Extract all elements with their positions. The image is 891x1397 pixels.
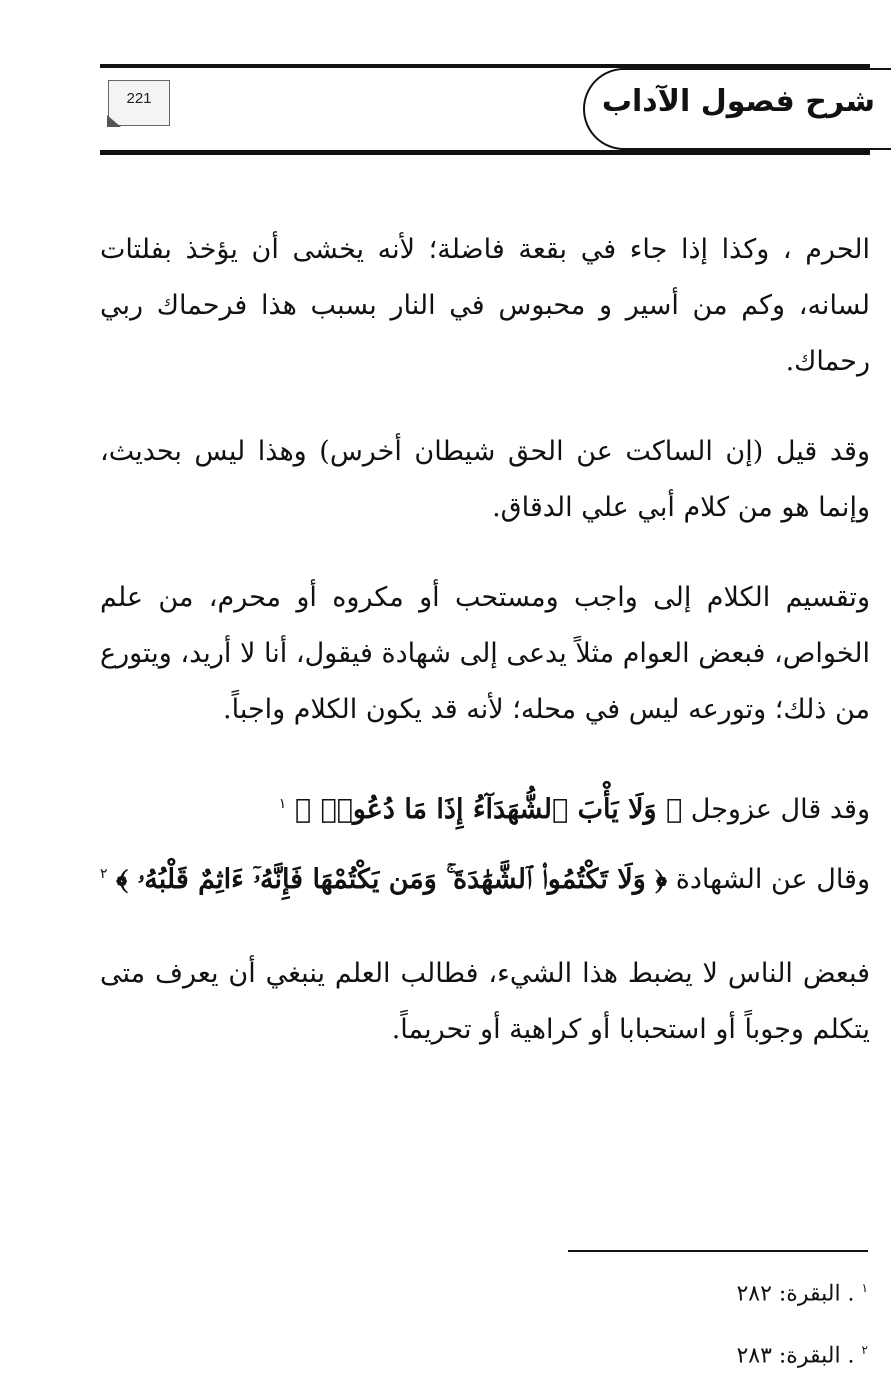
footnote-text: . البقرة: ٢٨٣	[736, 1343, 855, 1369]
footnote-ref: ١	[278, 796, 287, 812]
page-body	[100, 222, 870, 1058]
footnote-ref: ٢	[100, 866, 108, 882]
page-fold-icon	[107, 115, 121, 127]
citation-intro: وقال عن الشهادة	[675, 864, 870, 895]
header-bottom-rule	[100, 150, 870, 155]
paragraph-4: فبعض الناس لا يضبط هذا الشيء، فطالب العلم ينبغي أن يعرف متى يتكلم وجوباً أو استحبابا أو كراهية أو تحريماً.	[100, 958, 870, 1045]
footnote-marker: ٢	[861, 1343, 868, 1358]
quran-verse: ﴿ وَلَا تَكْتُمُوا۟ ٱلشَّهَٰدَةَ ۚ وَمَن يَكْتُمْهَا فَإِنَّهُۥٓ ءَاثِمٌ قَلْبُهُۥ ﴾	[116, 864, 668, 895]
footnote-marker: ١	[861, 1281, 868, 1295]
quran-citation-2	[100, 842, 870, 912]
quran-citation-1	[100, 772, 870, 842]
citation-intro: وقد قال عزوجل	[690, 794, 870, 825]
footnote-1	[600, 1268, 868, 1314]
footnote-text: . البقرة: ٢٨٢	[736, 1281, 855, 1307]
quran-verse: ﴿ وَلَا يَأْبَ ٱلشُّهَدَآءُ إِذَا مَا دُعُوا۟ ﴾	[294, 794, 683, 825]
page-number-tag	[108, 80, 170, 126]
footnotes	[600, 1268, 868, 1393]
footnote-separator	[568, 1250, 868, 1252]
paragraph-3: وتقسيم الكلام إلى واجب ومستحب أو مكروه أو محرم، من علم الخواص، فبعض العوام مثلاً يدعى إلى شهادة فيقول، أنا لا أريد، ويتورع من ذلك؛ وتورعه ليس في محله؛ لأنه قد يكون الكلام واجباً.	[100, 582, 870, 725]
paragraph-2: وقد قيل (إن الساكت عن الحق شيطان أخرس) وهذا ليس بحديث، وإنما هو من كلام أبي علي الدقاق.	[100, 436, 870, 523]
paragraph-1: الحرم ، وكذا إذا جاء في بقعة فاضلة؛ لأنه يخشى أن يؤخذ بفلتات لسانه، وكم من أسير و محبوس في النار بسبب هذا فرحماك ربي رحماك.	[100, 234, 870, 377]
book-title: شرح فصول الآداب	[601, 84, 875, 119]
page-number: 221	[126, 90, 152, 107]
page-header	[0, 0, 891, 170]
footnote-2	[600, 1330, 868, 1376]
